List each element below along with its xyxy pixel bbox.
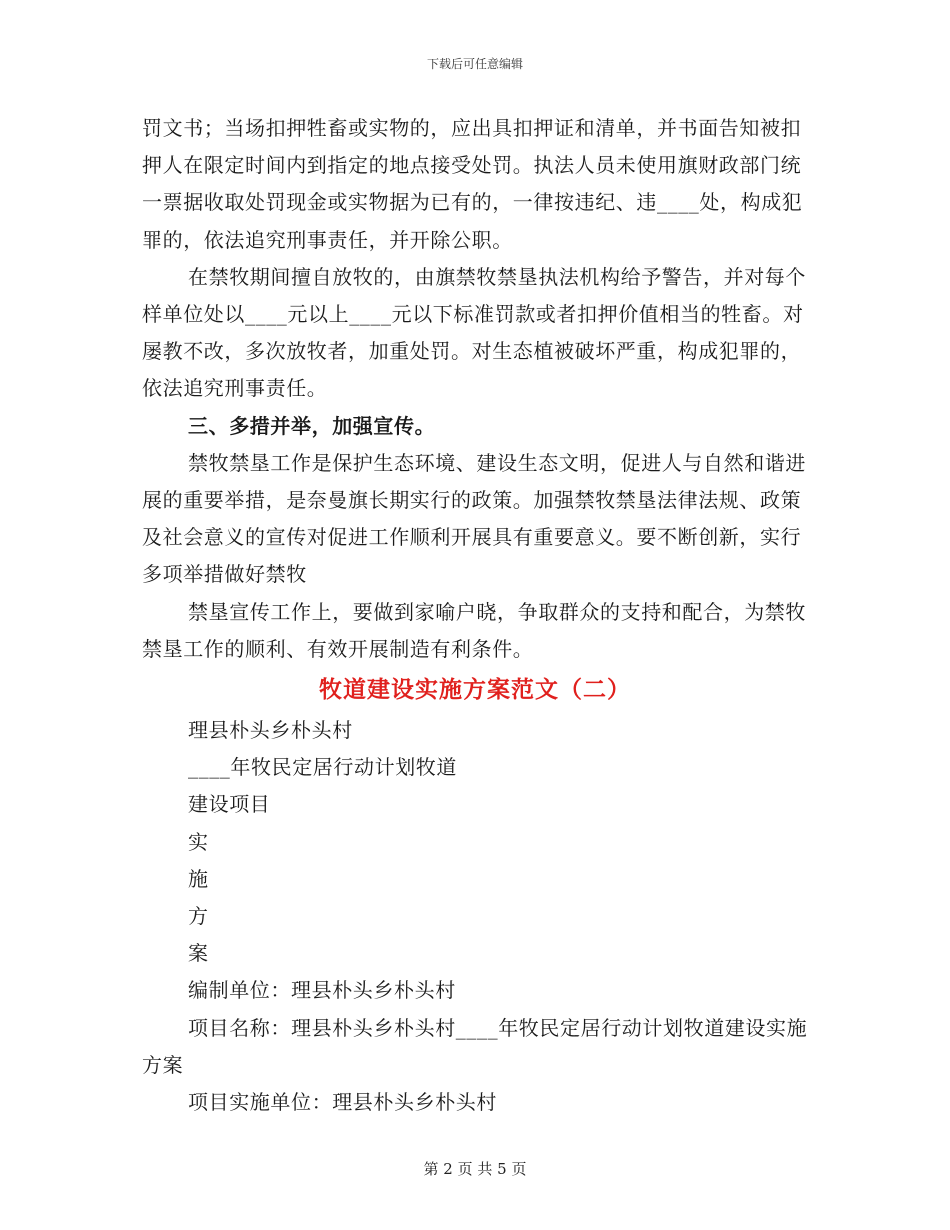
cover-line: 实: [188, 829, 209, 854]
cover-line: 建设项目: [188, 792, 271, 817]
project-name: 项目名称：理县朴头乡朴头村____年牧民定居行动计划牧道建设实施方案: [142, 1015, 808, 1077]
cover-line: ____年牧民定居行动计划牧道: [188, 755, 457, 780]
cover-line: 施: [188, 866, 209, 891]
cover-line: 案: [188, 941, 209, 966]
page-footer: 第 2 页 共 5 页: [423, 1160, 527, 1178]
paragraph-publicity-cont: 禁垦宣传工作上，要做到家喻户晓，争取群众的支持和配合，为禁牧禁垦工作的顺利、有效开展制造有利条件。: [142, 599, 806, 661]
compiler-unit: 编制单位：理县朴头乡朴头村: [188, 978, 456, 1003]
page-header: 下载后可任意编辑: [426, 57, 523, 71]
paragraph-illegal-grazing: 在禁牧期间擅自放牧的，由旗禁牧禁垦执法机构给予警告，并对每个样单位处以____元以上____元以下标准罚款或者扣押价值相当的牲畜。对屡教不改，多次放牧者，加重处罚。对生态植被破坏严重，构成犯罪的，依法追究刑事责任。: [142, 264, 806, 401]
cover-line: 理县朴头乡朴头村: [188, 718, 353, 743]
paragraph-penalty-docs: 罚文书；当场扣押牲畜或实物的，应出具扣押证和清单，并书面告知被扣押人在限定时间内到指定的地点接受处罚。执法人员未使用旗财政部门统一票据收取处罚现金或实物据为已有的，一律按违纪、违____处，构成犯罪的，依法追究刑事责任，并开除公职。: [142, 116, 803, 252]
implementation-unit: 项目实施单位：理县朴头乡朴头村: [188, 1090, 497, 1115]
section-heading-3: 三、多措并举，加强宣传。: [188, 413, 436, 438]
cover-lines: [142, 712, 808, 1010]
paragraph-publicity: 禁牧禁垦工作是保护生态环境、建设生态文明，促进人与自然和谐进展的重要举措，是奈曼旗长期实行的政策。加强禁牧禁垦法律法规、政策及社会意义的宣传对促进工作顺利开展具有重要意义。要不断创新，实行多项举措做好禁牧: [142, 450, 806, 587]
document-title: 牧道建设实施方案范文（二）: [319, 676, 631, 704]
cover-line: 方: [188, 904, 209, 929]
document-body: [142, 110, 808, 1121]
